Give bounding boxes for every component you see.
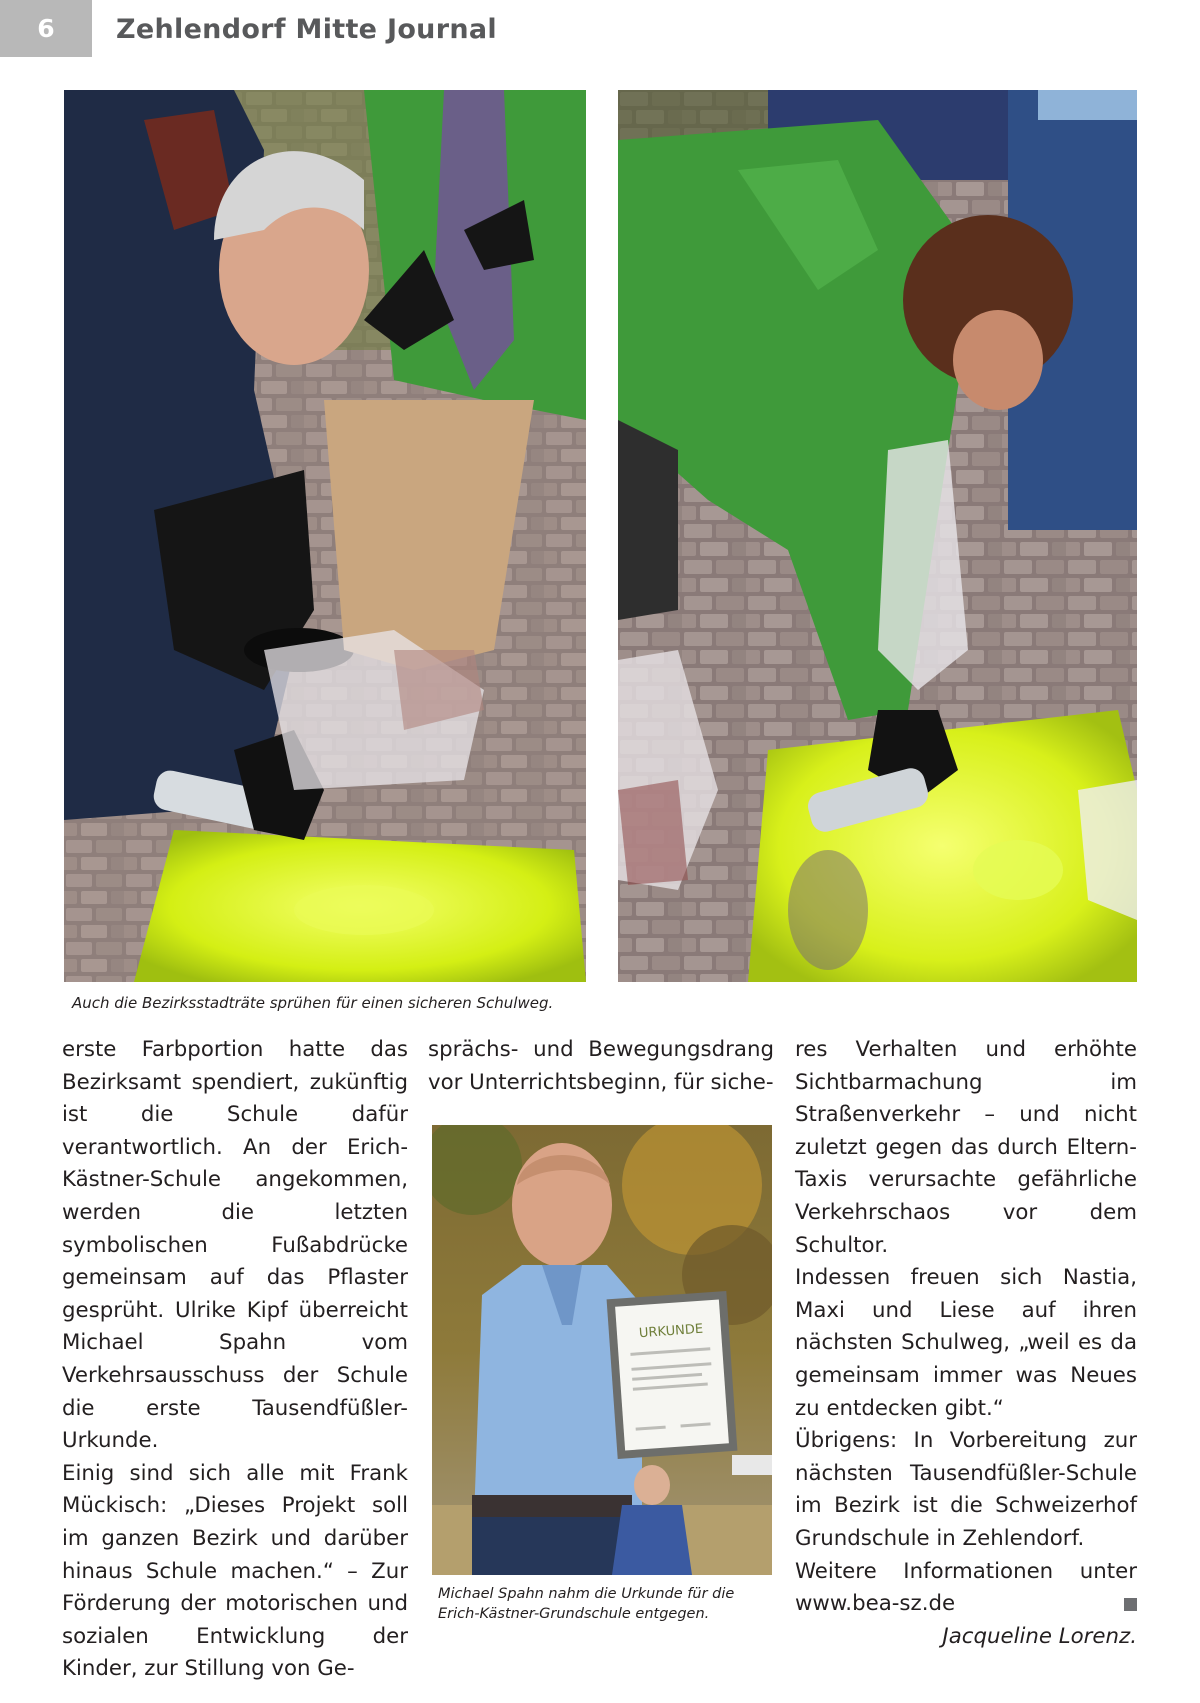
end-of-article-square-icon — [1124, 1598, 1137, 1611]
article-paragraph: Übrigens: In Vorbereitung zur nächsten Tausendfüßler-Schule im Bezirk ist die Schweizerhof Grundschule in Zehlendorf. — [795, 1428, 1137, 1551]
article-paragraph: res Verhalten und erhöhte Sichtbarmachung im Straßenverkehr – und nicht zuletzt gegen das durch Eltern-Taxis verursachte gefährliche Verkehrschaos vor dem Schultor. — [795, 1037, 1137, 1258]
caption-line: Michael Spahn nahm die Urkunde für die — [438, 1586, 735, 1602]
article-paragraph: Einig sind sich alle mit Frank Mückisch: „Dieses Projekt soll im ganzen Bezirk und darüber hinaus Schule machen.“ – Zur Förderung der motorischen und sozialen Entwicklung der Kinder, zur Stillung von Ge- — [62, 1460, 408, 1682]
photo-man-spraying — [64, 90, 586, 982]
caption-line: Erich-Kästner-Grundschule entgegen. — [438, 1606, 710, 1622]
page-number: 6 — [0, 0, 92, 57]
article-paragraph: sprächs- und Bewegungsdrang vor Unterrichtsbeginn, für siche- — [428, 1037, 774, 1095]
certificate-title: URKUNDE — [638, 1321, 704, 1342]
photo-certificate-handover — [432, 1125, 772, 1575]
article-paragraph: erste Farbportion hatte das Bezirksamt spendiert, zukünftig ist die Schule dafür verantwortlich. An der Erich-Kästner-Schule angekommen, werden die letzten symbolischen Fußabdrücke gemeinsam auf das Pflaster gesprüht. Ulrike Kipf überreicht Michael Spahn vom Verkehrsausschuss der Schule die erste Tausendfüßler-Urkunde. — [62, 1037, 408, 1454]
page-header — [0, 0, 1200, 60]
article-paragraph: Indessen freuen sich Nastia, Maxi und Liese auf ihren nächsten Schulweg, „weil es da gemeinsam immer was Neues zu entdecken gibt.“ — [795, 1265, 1137, 1421]
photo-woman-spraying — [618, 90, 1137, 982]
info-line: Weitere Informationen unter www.bea-sz.de — [795, 1558, 1137, 1617]
article-column-2 — [428, 1034, 774, 1099]
article-paragraph — [795, 1556, 1137, 1621]
article-column-3 — [795, 1034, 1137, 1653]
photo-caption-top: Auch die Bezirksstadträte sprühen für einen sicheren Schulweg. — [72, 994, 554, 1012]
author-byline: Jacqueline Lorenz. — [942, 1623, 1137, 1649]
photo-caption-middle — [438, 1584, 734, 1624]
journal-title: Zehlendorf Mitte Journal — [116, 14, 497, 45]
article-column-1 — [62, 1034, 408, 1686]
